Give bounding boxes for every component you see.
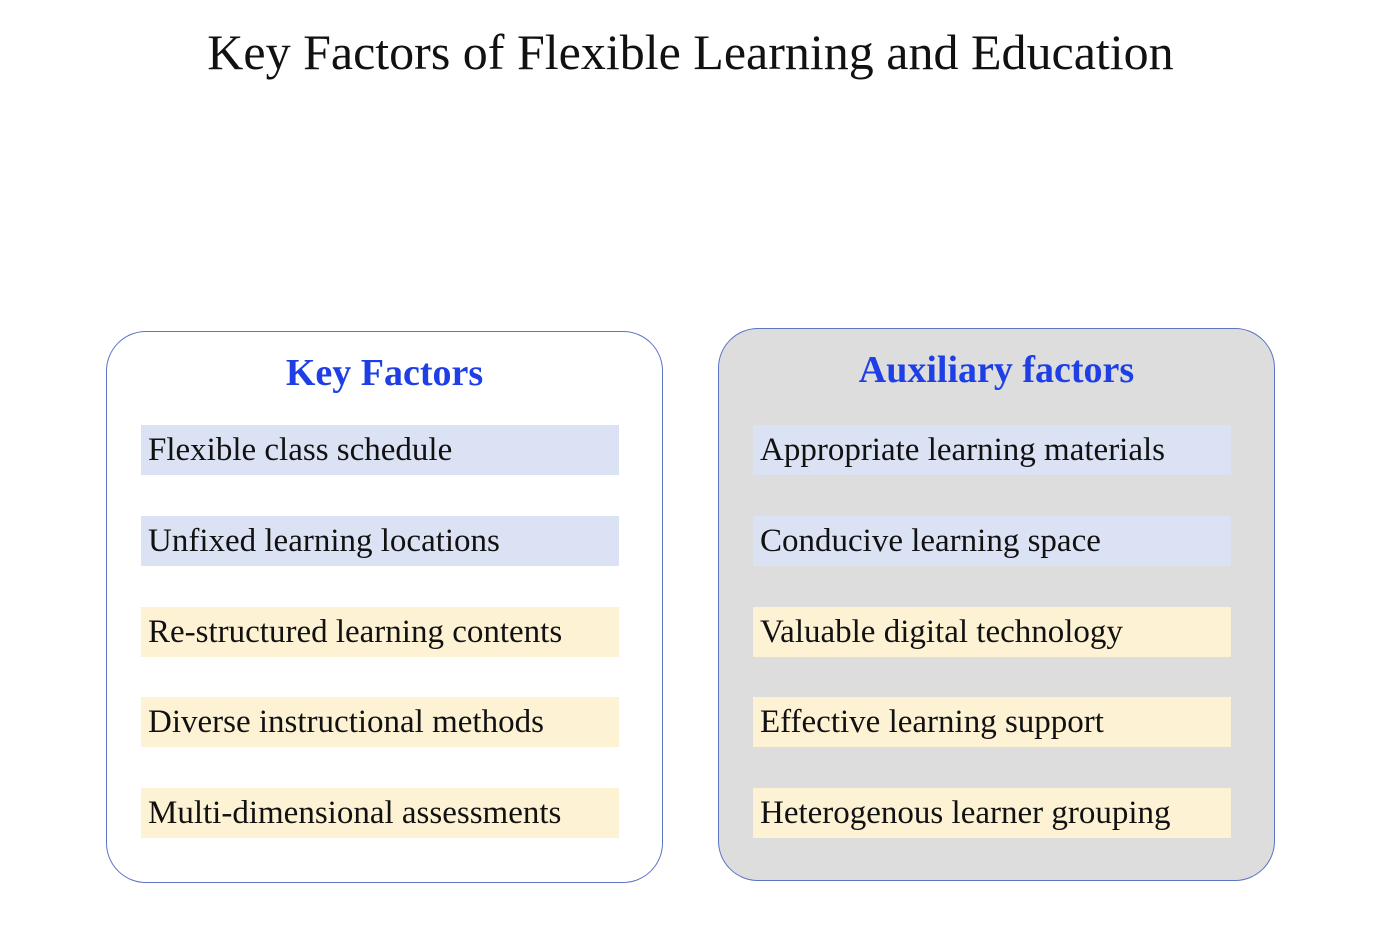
key-factor-item: Unfixed learning locations <box>141 516 619 566</box>
key-factors-panel <box>106 331 663 883</box>
auxiliary-factors-heading: Auxiliary factors <box>858 349 1135 391</box>
key-factor-item: Re-structured learning contents <box>141 607 619 657</box>
key-factor-item: Diverse instructional methods <box>141 697 619 747</box>
auxiliary-factor-item: Appropriate learning materials <box>753 425 1231 475</box>
auxiliary-factor-item: Heterogenous learner grouping <box>753 788 1231 838</box>
auxiliary-factor-item: Valuable digital technology <box>753 607 1231 657</box>
auxiliary-factors-panel <box>718 328 1275 881</box>
key-factors-heading: Key Factors <box>285 352 484 394</box>
key-factor-item: Flexible class schedule <box>141 425 619 475</box>
auxiliary-factor-item: Conducive learning space <box>753 516 1231 566</box>
key-factor-item: Multi-dimensional assessments <box>141 788 619 838</box>
auxiliary-factor-item: Effective learning support <box>753 697 1231 747</box>
page-title: Key Factors of Flexible Learning and Education <box>207 24 1174 80</box>
